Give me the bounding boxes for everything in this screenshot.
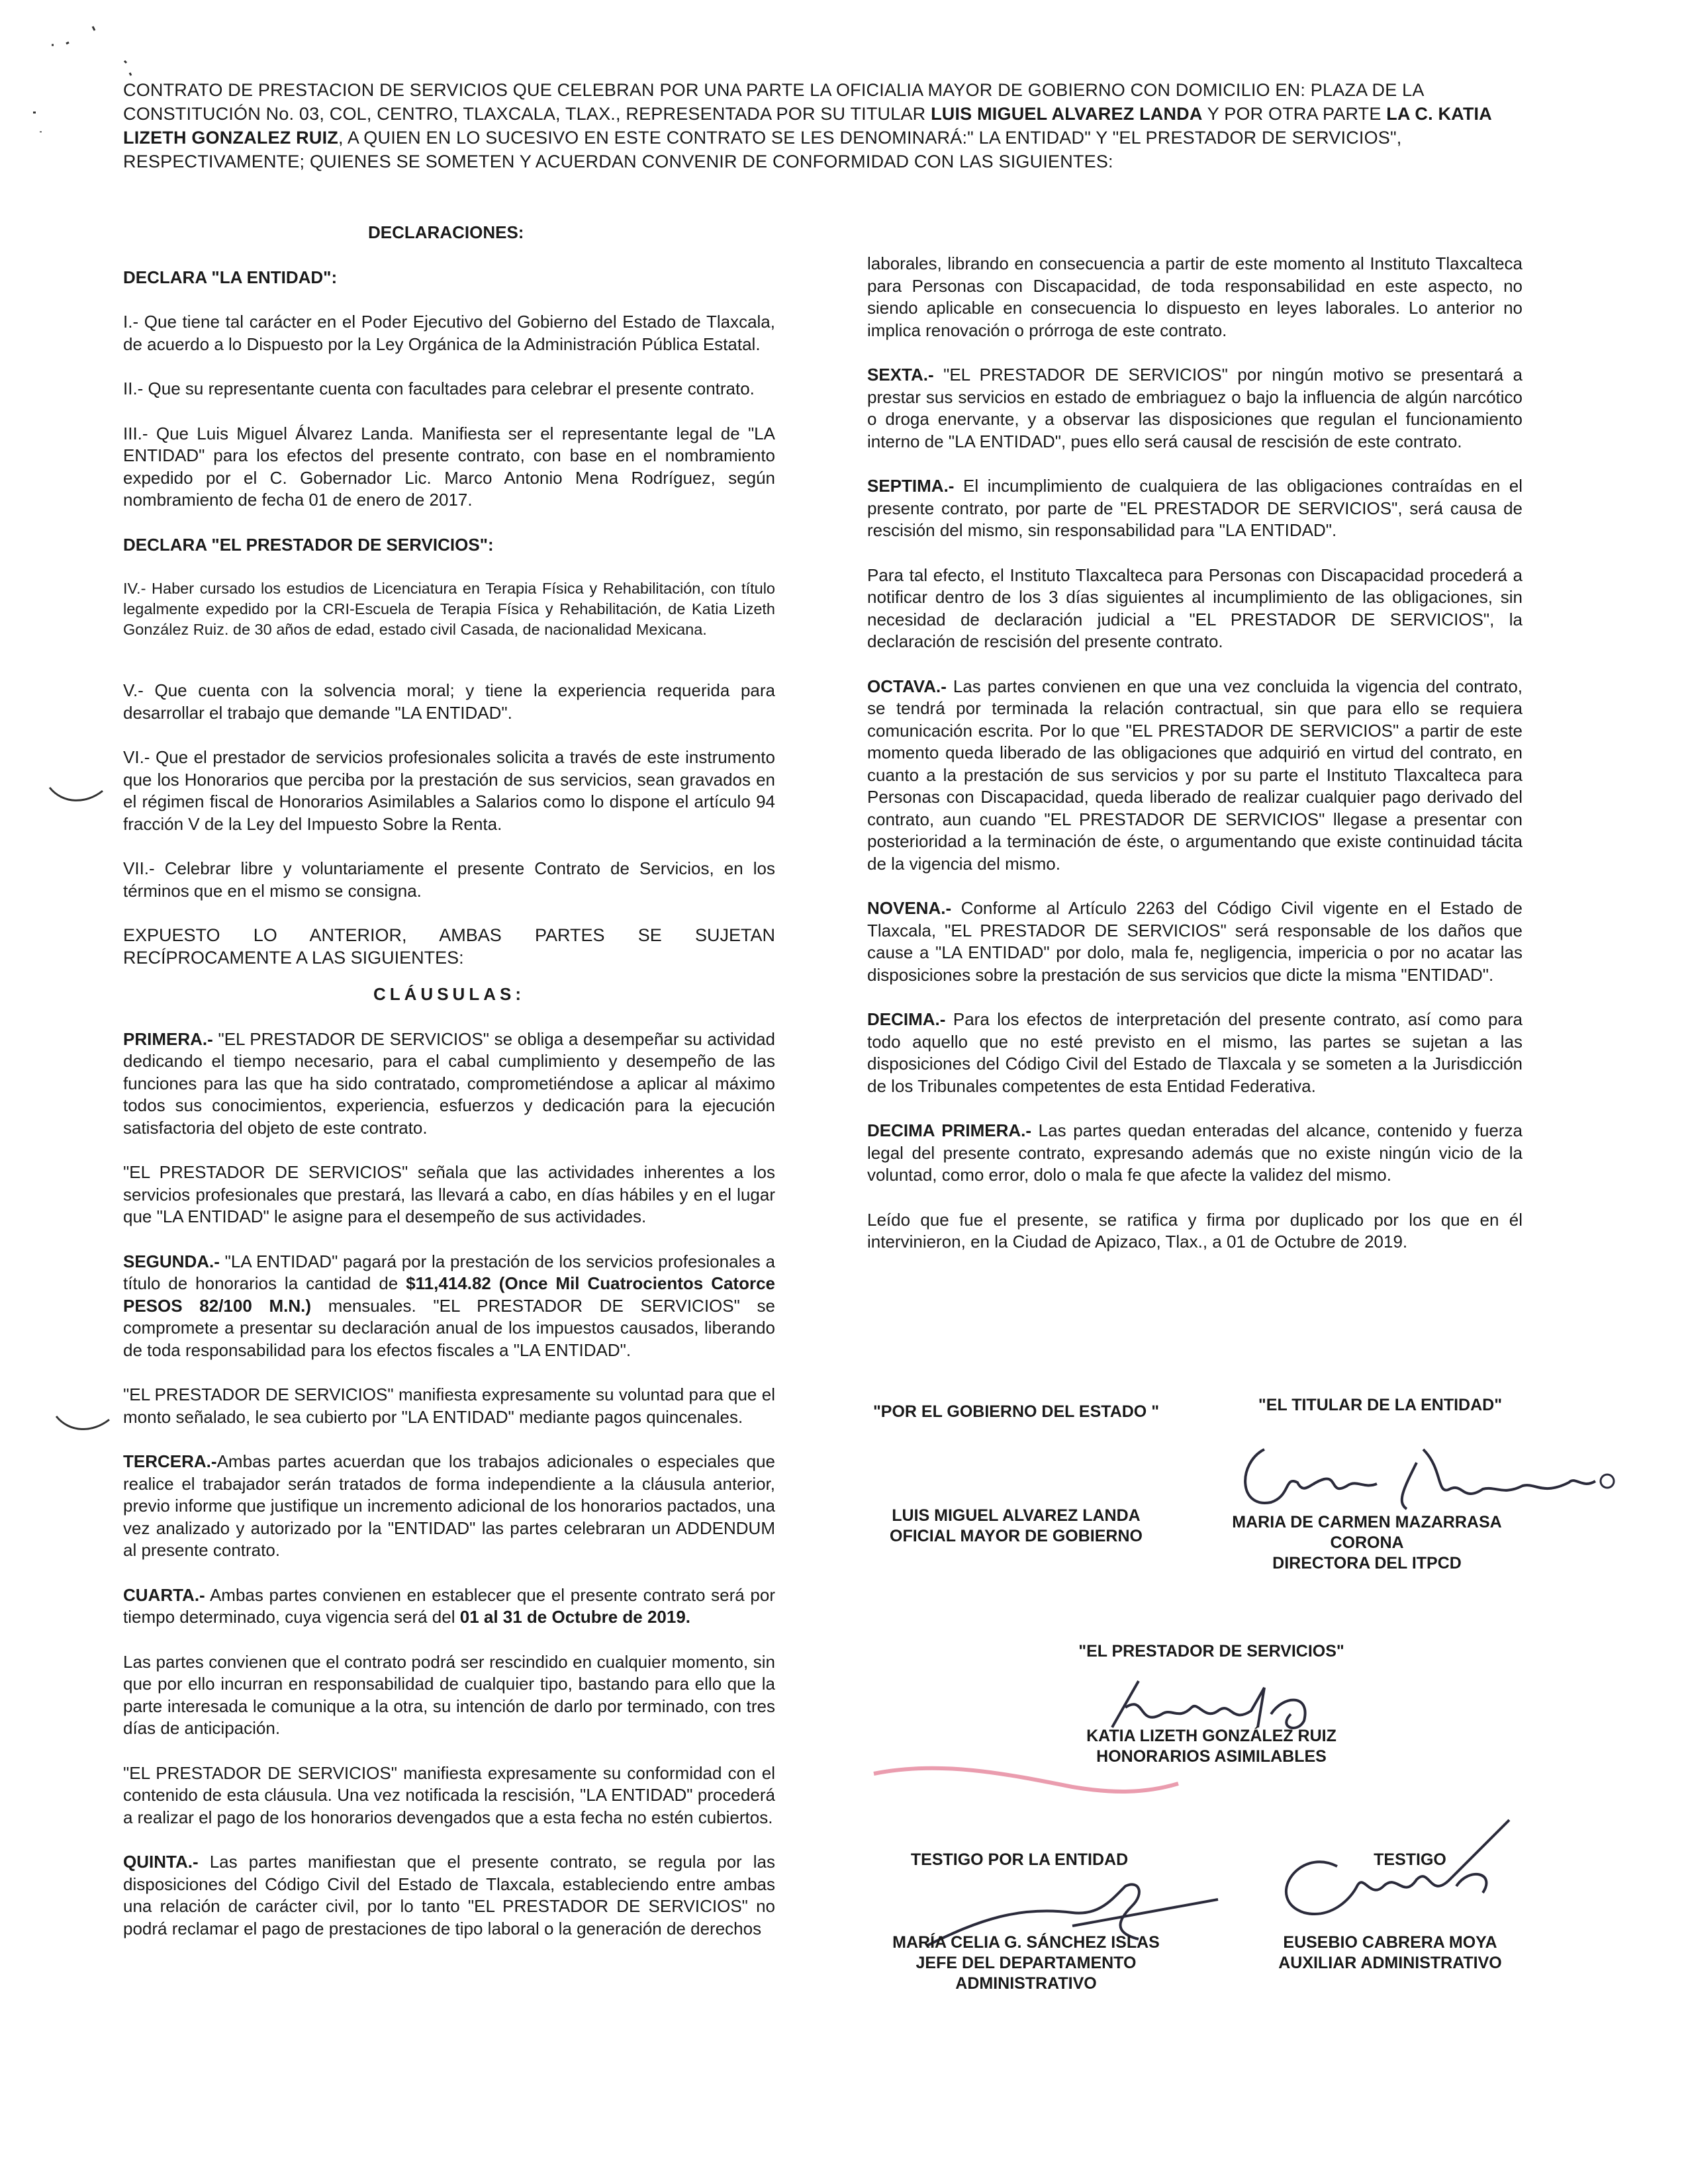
clausula-octava: OCTAVA.- Las partes convienen en que una vez concluida la vigencia del contrato, se tendrá por terminada la relación contractual, sin que para ello se requiera comunicación escrita. Por lo que "EL PRESTADOR DE SERVICIOS" a partir de este momento queda liberado de las obligaciones que adquirió en virtud del contrato, en cuanto a la prestación de sus servicios y por su parte el Instituto Tlaxcalteca para Personas con Discapacidad, queda liberado de realizar cualquier pago derivado del contrato, aun cuando "EL PRESTADOR DE SERVICIOS" llegase a presentar con posterioridad a la terminación de éste, o argumentando que existe continuidad tácita de la vigencia del mismo.	[867, 676, 1523, 874]
signature-testigo2-title: TESTIGO	[1374, 1850, 1446, 1869]
declaracion-iv: IV.- Haber cursado los estudios de Licenciatura en Terapia Física y Rehabilitación, con título legalmente expedido por la CRI-Escuela de Terapia Física y Rehabilitación, de Katia Lizeth González Ruiz. de 30 años de edad, estado civil Casada, de nacionalidad Mexicana.	[123, 580, 775, 638]
signature-testigo2: EUSEBIO CABRERA MOYA AUXILIAR ADMINISTRATIVO	[1278, 1933, 1502, 1972]
signature-gobierno-title: "POR EL GOBIERNO DEL ESTADO "	[872, 1402, 1160, 1421]
signature-prestador: KATIA LIZETH GONZÁLEZ RUIZ HONORARIOS ASIMILABLES	[1086, 1727, 1336, 1766]
declara-entidad-heading: DECLARA "LA ENTIDAD":	[123, 267, 338, 287]
clausula-tercera: TERCERA.-Ambas partes acuerdan que los trabajos adicionales o especiales que realice el trabajador serán tratados de forma independiente a la cláusula anterior, previo informe que justifique un incremento adicional de los honorarios pactados, una vez analizado y autorizado por la "ENTIDAD" las partes celebraran un ADDENDUM al presente contrato.	[123, 1451, 775, 1560]
clausula-novena: NOVENA.- Conforme al Artículo 2263 del Código Civil vigente en el Estado de Tlaxcala, "EL PRESTADOR DE SERVICIOS" será responsable de los daños que cause a "LA ENTIDAD" por dolo, mala fe, negligencia, impericia o por no acatar las disposiciones sobre la prestación de sus servicios que dicte la misma "ENTIDAD".	[867, 898, 1523, 985]
left-column	[123, 222, 775, 1962]
clausula-quinta: QUINTA.- Las partes manifiestan que el presente contrato, se regula por las disposiciones del Código Civil del Estado de Tlaxcala, estableciendo entre ambas una relación de carácter civil, por lo tanto "EL PRESTADOR DE SERVICIOS" no podrá reclamar el pago de prestaciones de tipo laboral o la generación de derechos	[123, 1852, 775, 1938]
clausula-cuarta-c: "EL PRESTADOR DE SERVICIOS" manifiesta expresamente su conformidad con el contenido de esta cláusula. Una vez notificada la rescisión, "LA ENTIDAD" procederá a realizar el pago de los honorarios devengados que a esta fecha no estén cubiertos.	[123, 1762, 775, 1827]
clausula-decima-primera: DECIMA PRIMERA.- Las partes quedan enteradas del alcance, contenido y fuerza legal del presente contrato, expresando además que no existe ningún vicio de la voluntad, como error, dolo o mala fe que afecte la validez del mismo.	[867, 1120, 1523, 1185]
margin-mark-1	[46, 781, 106, 807]
clausula-segunda: SEGUNDA.- "LA ENTIDAD" pagará por la prestación de los servicios profesionales a título de honorarios la cantidad de $11,414.82 (Once Mil Cuatrocientos Catorce PESOS 82/100 M.N.) mensuales. "EL PRESTADOR DE SERVICIOS" se compromete a presentar su declaración anual de los impuestos causados, liberando de toda responsabilidad para los efectos fiscales a "LA ENTIDAD".	[123, 1251, 776, 1360]
margin-mark-2	[53, 1410, 113, 1436]
signature-gobierno: LUIS MIGUEL ALVAREZ LANDA OFICIAL MAYOR DE GOBIERNO	[890, 1506, 1143, 1545]
declaracion-ii: II.- Que su representante cuenta con facultades para celebrar el presente contrato.	[123, 379, 755, 398]
signature-testigo2-scribble	[1258, 1807, 1536, 1939]
signature-titular-scribble	[1225, 1423, 1635, 1522]
contract-intro: CONTRATO DE PRESTACION DE SERVICIOS QUE CELEBRAN POR UNA PARTE LA OFICIALIA MAYOR DE GOBIERNO CON DOMICILIO EN: PLAZA DE LA CONSTITUCIÓN No. 03, COL, CENTRO, TLAXCALA, TLAX., REPRESENTADA POR SU TITULAR LUIS MIGUEL ALVAREZ LANDA Y POR OTRA PARTE LA C. KATIA LIZETH GONZALEZ RUIZ, A QUIEN EN LO SUCESIVO EN ESTE CONTRATO SE LES DENOMINARÁ:" LA ENTIDAD" Y "EL PRESTADOR DE SERVICIOS", RESPECTIVAMENTE; QUIENES SE SOMETEN Y ACUERDAN CONVENIR DE CONFORMIDAD CON LAS SIGUIENTES:	[123, 80, 1491, 171]
clausula-sexta: SEXTA.- "EL PRESTADOR DE SERVICIOS" por ningún motivo se presentará a prestar sus servicios en estado de embriaguez o bajo la influencia de algún narcótico o droga enervante, y a observar las disposiciones que regulan el funcionamiento interno de "LA ENTIDAD", pues ello será causal de rescisión de este contrato.	[867, 365, 1523, 451]
clausula-cuarta: CUARTA.- Ambas partes convienen en establecer que el presente contrato será por tiempo determinado, cuya vigencia será del 01 al 31 de Octubre de 2019.	[123, 1584, 775, 1627]
clausula-cuarta-b: Las partes convienen que el contrato podrá ser rescindido en cualquier momento, sin que por ello incurran en responsabilidad de cualquier tipo, bastando para ello que la parte interesada le comunique a la otra, su intención de darlo por terminado, con tres días de anticipación.	[123, 1651, 775, 1738]
signature-titular-title: "EL TITULAR DE LA ENTIDAD"	[1258, 1396, 1503, 1414]
declaraciones-heading: DECLARACIONES:	[368, 222, 524, 242]
right-column	[867, 253, 1523, 1276]
clausulas-heading: CLÁUSULAS:	[373, 984, 525, 1004]
signature-prestador-title: "EL PRESTADOR DE SERVICIOS"	[1078, 1642, 1344, 1661]
declara-prestador-heading: DECLARA "EL PRESTADOR DE SERVICIOS":	[123, 534, 494, 555]
leido-text: Leído que fue el presente, se ratifica y firma por duplicado por los que en él intervinieron, en la Ciudad de Apizaco, Tlax., a 01 de Octubre de 2019.	[867, 1209, 1523, 1251]
clausula-quinta-cont: laborales, librando en consecuencia a partir de este momento al Instituto Tlaxcalteca para Personas con Discapacidad, de toda responsabilidad en este aspecto, no siendo aplicable en consecuencia lo dispuesto en leyes laborales. Lo anterior no implica renovación o prórroga de este contrato.	[867, 253, 1523, 340]
clausula-primera-b: "EL PRESTADOR DE SERVICIOS" señala que las actividades inherentes a los servicios profesionales que prestará, las llevará a cabo, en días hábiles y en el lugar que "LA ENTIDAD" le asigne para el desempeño de sus actividades.	[123, 1162, 775, 1226]
declaracion-iii: III.- Que Luis Miguel Álvarez Landa. Manifiesta ser el representante legal de "LA ENTIDAD" para los efectos del presente contrato, con base en el nombramiento expedido por el C. Gobernador Lic. Marco Antonio Mena Rodríguez, según nombramiento de fecha 01 de enero de 2017.	[123, 423, 775, 510]
clausula-decima: DECIMA.- Para los efectos de interpretación del presente contrato, así como para todo aquello que no esté previsto en el mismo, las partes se sujetan a las disposiciones del Código Civil del Estado de Tlaxcala y se someten a la Jurisdicción de los Tribunales competentes de esta Entidad Federativa.	[867, 1009, 1523, 1096]
clausula-primera: PRIMERA.- "EL PRESTADOR DE SERVICIOS" se obliga a desempeñar su actividad dedicando el tiempo necesario, para el cabal cumplimiento y desempeño de las funciones para las que ha sido contratado, comprometiéndose a aplicar al máximo todos sus conocimientos, experiencia, esfuerzos y dedicación para la ejecución satisfactoria del objeto de este contrato.	[123, 1028, 775, 1138]
signature-testigo1: MARÍA CELIA G. SÁNCHEZ ISLAS JEFE DEL DEPARTAMENTO ADMINISTRATIVO	[892, 1933, 1160, 1993]
expuesto-text: EXPUESTO LO ANTERIOR, AMBAS PARTES SE SUJETAN RECÍPROCAMENTE A LAS SIGUIENTES:	[123, 925, 775, 968]
clausula-septima: SEPTIMA.- El incumplimiento de cualquiera de las obligaciones contraídas en el presente contrato, por parte de "EL PRESTADOR DE SERVICIOS", será causa de rescisión del mismo, sin responsabilidad para "LA ENTIDAD".	[867, 476, 1523, 540]
signature-titular: MARIA DE CARMEN MAZARRASA CORONA DIRECTORA DEL ITPCD	[1232, 1513, 1502, 1572]
clausula-septima-b: Para tal efecto, el Instituto Tlaxcalteca para Personas con Discapacidad procederá a notificar dentro de los 3 días siguientes al incumplimiento de las obligaciones, sin necesidad de declaración judicial a "EL PRESTADOR DE SERVICIOS", la declaración de rescisión del presente contrato.	[867, 565, 1523, 651]
signature-testigo1-title: TESTIGO POR LA ENTIDAD	[910, 1850, 1129, 1869]
declaracion-i: I.- Que tiene tal carácter en el Poder Ejecutivo del Gobierno del Estado de Tlaxcala, de acuerdo a lo Dispuesto por la Ley Orgánica de la Administración Pública Estatal.	[123, 312, 775, 354]
clausula-segunda-c: "EL PRESTADOR DE SERVICIOS" manifiesta expresamente su voluntad para que el monto señalado, le sea cubierto por "LA ENTIDAD" mediante pagos quincenales.	[123, 1385, 775, 1427]
declaracion-vii: VII.- Celebrar libre y voluntariamente el presente Contrato de Servicios, en los términos que en el mismo se consigna.	[123, 858, 775, 901]
declaracion-v: V.- Que cuenta con la solvencia moral; y tiene la experiencia requerida para desarrollar el trabajo que demande "LA ENTIDAD".	[123, 680, 775, 723]
red-ink-mark	[861, 1747, 1192, 1813]
declaracion-vi: VI.- Que el prestador de servicios profesionales solicita a través de este instrumento que los Honorarios que perciba por la prestación de sus servicios, sean gravados en el régimen fiscal de Honorarios Asimilables a Salarios como lo dispone el artículo 94 fracción V de la Ley del Impuesto Sobre la Renta.	[123, 747, 775, 834]
